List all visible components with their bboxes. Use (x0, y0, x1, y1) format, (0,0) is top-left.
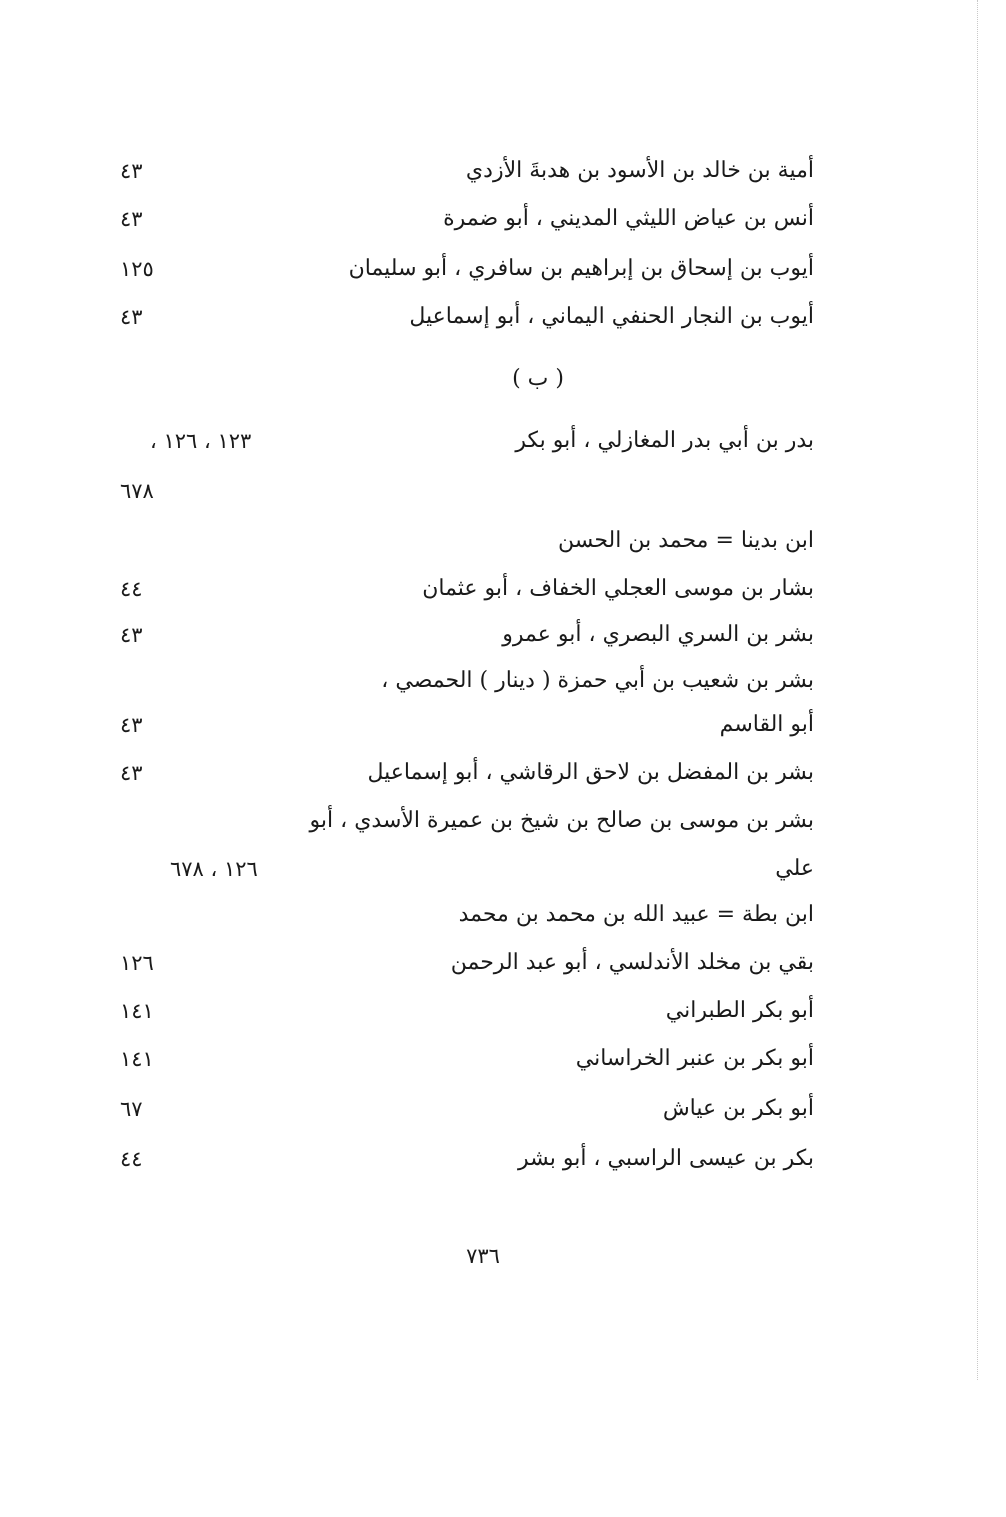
index-cross-reference (0, 892, 1006, 938)
entry-pages: ١٢٣ ، ١٢٦ ، (150, 429, 252, 453)
entry-pages: ١٢٦ ، ٦٧٨ (170, 857, 258, 881)
index-cross-reference (0, 518, 1006, 564)
entry-name: أبو بكر بن عنبر الخراساني (575, 1046, 814, 1071)
index-entry (0, 988, 1006, 1034)
index-entry (0, 418, 1006, 464)
entry-name: أبو بكر بن عياش (662, 1096, 814, 1121)
entry-pages: ٤٤ (120, 1147, 143, 1171)
entry-name: بشر بن المفضل بن لاحق الرقاشي ، أبو إسماعيل (367, 760, 814, 785)
entry-name: علي (775, 856, 814, 881)
section-letter: ( ب ) (512, 366, 564, 391)
entry-name: أيوب بن النجار الحنفي اليماني ، أبو إسماعيل (409, 304, 814, 329)
index-entry-continuation (0, 846, 1006, 892)
index-entry (0, 658, 1006, 704)
entry-pages: ٤٣ (120, 761, 143, 785)
entry-name: بكر بن عيسى الراسبي ، أبو بشر (517, 1146, 814, 1171)
entry-pages: ٤٤ (120, 577, 143, 601)
section-header (0, 356, 1006, 402)
entry-name: بشر بن شعيب بن أبي حمزة ( دينار ) الحمصي ، (381, 668, 814, 693)
entry-name: بدر بن أبي بدر المغازلي ، أبو بكر (515, 428, 814, 453)
entry-name: أبو القاسم (719, 712, 814, 737)
entry-pages: ٤٣ (120, 305, 143, 329)
entry-pages: ٦٧ (120, 1097, 143, 1121)
entry-pages: ١٤١ (120, 999, 154, 1023)
page-number-text: ٧٣٦ (466, 1244, 500, 1268)
entry-pages: ٤٣ (120, 713, 143, 737)
index-entry (0, 612, 1006, 658)
entry-name: بشر بن السري البصري ، أبو عمرو (502, 622, 814, 647)
index-entry (0, 566, 1006, 612)
entry-name: أمية بن خالد بن الأسود بن هدبةَ الأزدي (465, 158, 814, 183)
entry-name: أبو بكر الطبراني (665, 998, 814, 1023)
index-entry-continuation (0, 702, 1006, 748)
index-entry (0, 1036, 1006, 1082)
index-entry (0, 1136, 1006, 1182)
entry-pages: ٦٧٨ (120, 479, 154, 503)
index-entry (0, 246, 1006, 292)
entry-name: ابن بدينا = محمد بن الحسن (557, 528, 814, 553)
entry-name: ابن بطة = عبيد الله بن محمد بن محمد (458, 902, 814, 927)
entry-pages: ١٤١ (120, 1047, 154, 1071)
entry-pages: ٤٣ (120, 207, 143, 231)
entry-pages: ١٢٦ (120, 951, 154, 975)
index-entry (0, 294, 1006, 340)
index-entry (0, 148, 1006, 194)
index-entry (0, 1086, 1006, 1132)
index-entry (0, 196, 1006, 242)
entry-pages: ١٢٥ (120, 257, 154, 281)
index-entry (0, 940, 1006, 986)
entry-name: بقي بن مخلد الأندلسي ، أبو عبد الرحمن (450, 950, 814, 975)
entry-name: أنس بن عياض الليثي المديني ، أبو ضمرة (443, 206, 814, 231)
index-entry (0, 798, 1006, 844)
index-entry-continuation (0, 468, 1006, 514)
page-number (0, 1236, 1006, 1276)
entry-name: بشار بن موسى العجلي الخفاف ، أبو عثمان (422, 576, 814, 601)
index-entry (0, 750, 1006, 796)
entry-name: أيوب بن إسحاق بن إبراهيم بن سافري ، أبو سليمان (348, 256, 814, 281)
entry-pages: ٤٣ (120, 623, 143, 647)
entry-pages: ٤٣ (120, 159, 143, 183)
entry-name: بشر بن موسى بن صالح بن شيخ بن عميرة الأسدي ، أبو (309, 808, 814, 833)
